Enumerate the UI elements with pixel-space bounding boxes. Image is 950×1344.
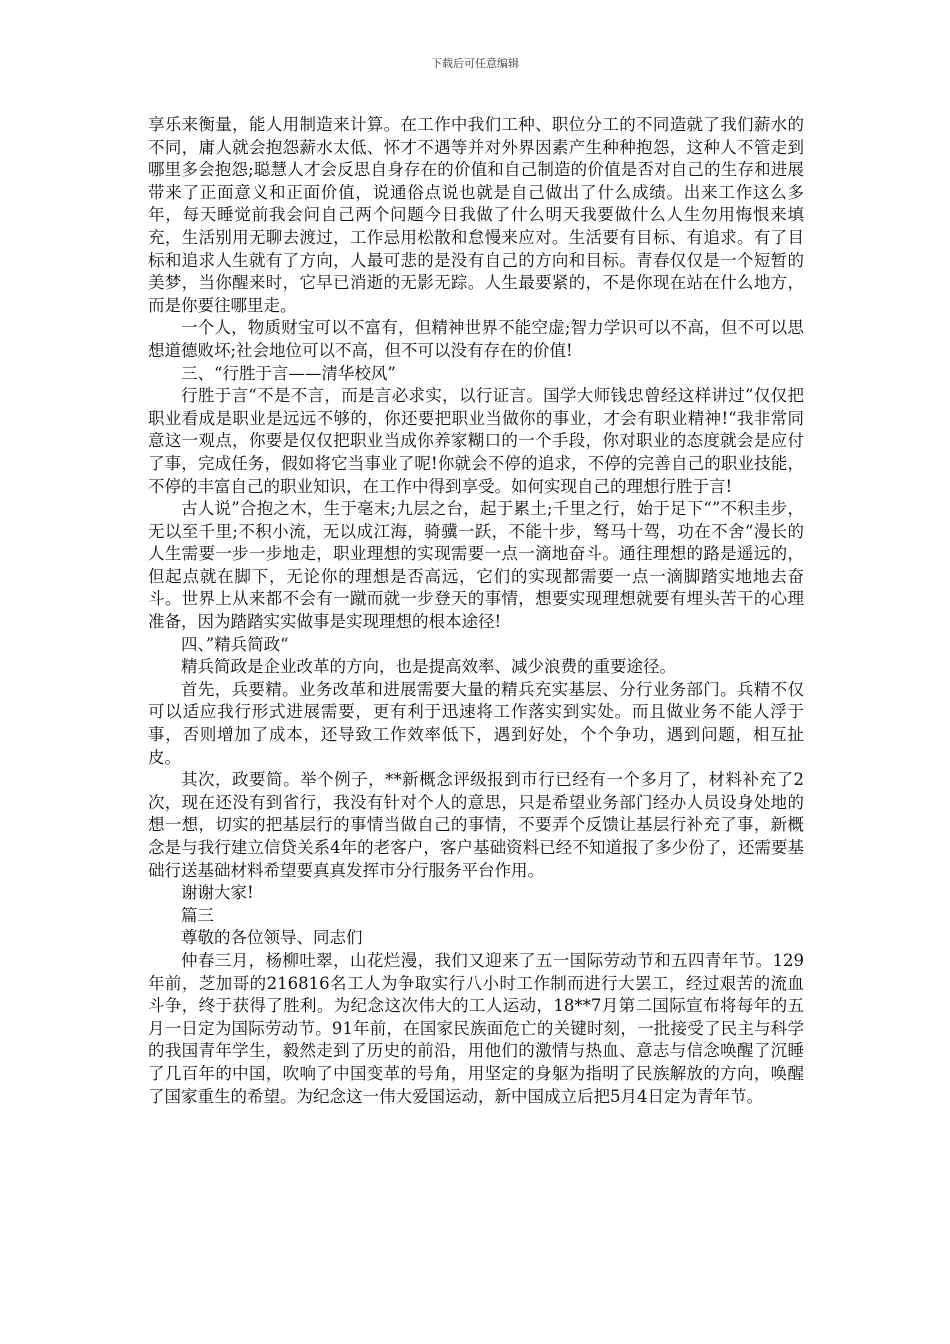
section-heading: 篇三	[181, 905, 214, 925]
paragraph: 首先，兵要精。业务改革和进展需要大量的精兵充实基层、分行业务部门。兵精不仅可以适应我行形式进展需要，更有利于迅速将工作落实到实处。而且做业务不能人浮于事，否则增加了成本，还导致工作效率低下，遇到好处，个个争功，遇到问题，相互扯皮。	[148, 679, 804, 767]
document-body	[148, 114, 804, 1108]
paragraph: 仲春三月，杨柳吐翠，山花烂漫，我们又迎来了五一国际劳动节和五四青年节。129年前，芝加哥的216816名工人为争取实行八小时工作制而进行大罢工，经过艰苦的流血斗争，终于获得了胜利。为纪念这次伟大的工人运动，18**7月第二国际宣布将每年的五月一日定为国际劳动节。91年前，在国家民族面危亡的关键时刻，一批接受了民主与科学的我国青年学生，毅然走到了历史的前沿，用他们的激情与热血、意志与信念唤醒了沉睡了几百年的中国，吹响了中国变革的号角，用坚定的身躯为指明了民族解放的方向，唤醒了国家重生的希望。为纪念这一伟大爱国运动，新中国成立后把5月4日定为青年节。	[148, 950, 804, 1106]
paragraph: 其次，政要简。举个例子，**新概念评级报到市行已经有一个多月了，材料补充了2次，现在还没有到省行，我没有针对个人的意思，只是希望业务部门经办人员设身处地的想一想，切实的把基层行的事情当做自己的事情，不要弄个反馈让基层行补充了事，新概念是与我行建立信贷关系4年的老客户，客户基础资料已经不知道报了多少份了，还需要基础行送基础材料希望要真真发挥市分行服务平台作用。	[148, 770, 804, 880]
section-heading: 三、“行胜于言——清华校风”	[181, 363, 396, 383]
paragraph: 一个人，物质财宝可以不富有，但精神世界不能空虚;智力学识可以不高，但不可以思想道德败坏;社会地位可以不高，但不可以没有存在的价值!	[148, 318, 804, 360]
salutation: 尊敬的各位领导、同志们	[181, 928, 363, 948]
page-header: 下载后可任意编辑	[431, 57, 519, 70]
paragraph: 谢谢大家!	[181, 883, 254, 903]
paragraph: 行胜于言“不是不言，而是言必求实，以行证言。国学大师钱忠曾经这样讲过”仅仅把职业看成是职业是远远不够的，你还要把职业当做你的事业，才会有职业精神!“我非常同意这一观点，你要是仅仅把职业当成你养家糊口的一个手段，你对职业的态度就会是应付了事，完成任务，假如将它当事业了呢!你就会不停的追求，不停的完善自己的职业技能，不停的丰富自己的职业知识，在工作中得到享受。如何实现自己的理想行胜于言!	[148, 386, 804, 496]
paragraph: 享乐来衡量，能人用制造来计算。在工作中我们工种、职位分工的不同造就了我们薪水的不同，庸人就会抱怨薪水太低、怀才不遇等并对外界因素产生种种抱怨，这种人不管走到哪里多会抱怨;聪慧人才会反思自身存在的价值和自己制造的价值是否对自己的生存和进展带来了正面意义和正面价值，说通俗点说也就是自己做出了什么成绩。出来工作这么多年，每天睡觉前我会问自己两个问题今日我做了什么明天我要做什么人生勿用悔恨来填充，生活别用无聊去渡过，工作忌用松散和怠慢来应对。生活要有目标、有追求。有了目标和追求人生就有了方向，人最可悲的是没有自己的方向和目标。青春仅仅是一个短暂的美梦，当你醒来时，它早已消逝的无影无踪。人生最要紧的，不是你现在站在什么地方，而是你要往哪里走。	[148, 115, 804, 315]
paragraph: 古人说”合抱之木，生于毫末;九层之台，起于累土;千里之行，始于足下“”不积圭步，无以至千里;不积小流，无以成江海，骑骥一跃，不能十步，驽马十驾，功在不舍“漫长的人生需要一步一步地走，职业理想的实现需要一点一滴地奋斗。通往理想的路是遥远的，但起点就在脚下，无论你的理想是否高远，它们的实现都需要一点一滴脚踏实地地去奋斗。世界上从来都不会有一蹴而就一步登天的事情，想要实现理想就要有埋头苦干的心理准备，因为踏踏实实做事是实现理想的根本途径!	[148, 499, 804, 632]
paragraph: 精兵简政是企业改革的方向，也是提高效率、减少浪费的重要途径。	[181, 657, 676, 677]
section-heading: 四、”精兵简政“	[181, 634, 289, 654]
